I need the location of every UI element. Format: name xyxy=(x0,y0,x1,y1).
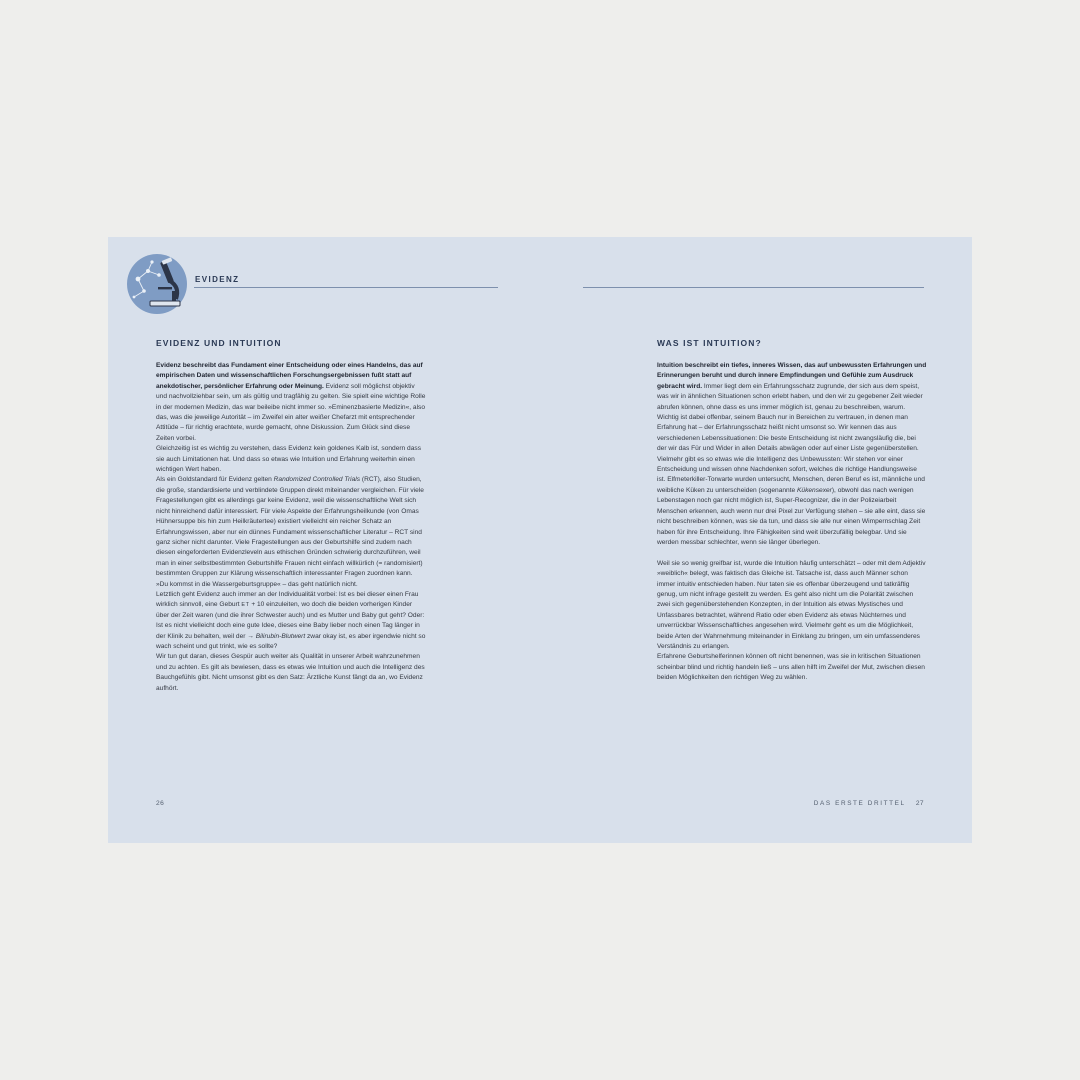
right-page xyxy=(540,237,972,843)
paragraph xyxy=(156,475,426,589)
paragraph-text: Als ein Goldstandard für Evidenz gelten xyxy=(156,476,274,484)
lead-text: Intuition beschreibt ein tiefes, inneres Wissen, das auf unbewussten Erfahrungen und Erinnerungen beruht und durch innere Empfindungen und Gefühle zum Ausdruck gebracht wird. xyxy=(657,362,927,390)
lead-text: Evidenz beschreibt das Fundament einer Entscheidung oder eines Handelns, das auf empirischen Daten und wissenschaftlichen Forschungsergebnissen fußt statt auf anekdotischer, persönlicher Erfahrung oder Meinung. xyxy=(156,362,423,390)
microscope-emblem-icon xyxy=(126,253,188,315)
right-heading: WAS IST INTUITION? xyxy=(657,338,762,348)
paragraph-text: ), obwohl das nach wenigen Lebenstagen noch gar nicht möglich ist, Super-Recognizer, die in der Polizeiarbeit Menschen erkennen, auch wenn nur drei Pixel zur Verfügung stehen – sie alle eint, dass sie nicht beschreiben können, was sie da tun, und dass sie alle nur einen Wimpernschlag Zeit haben für ihre Entscheidung. Ihre Fähigkeiten sind weit überzufällig belegbar. Und sie werden messbar schlechter, wenn sie länger überlegen. xyxy=(657,486,926,546)
right-body-text xyxy=(657,361,927,684)
page-number-left: 26 xyxy=(156,800,165,807)
paragraph: Gleichzeitig ist es wichtig zu verstehen, dass Evidenz kein goldenes Kalb ist, sondern dass sie auch Limitationen hat. Und dass so etwas wie Intuition und Erfahrung weiterhin einen wichtigen Wert haben. xyxy=(156,445,421,474)
header-rule xyxy=(583,287,924,288)
paragraph-text: (RCT), also Studien, die große, standardisierte und verblindete Gruppen direkt miteinander vergleichen. Für viele Fragestellungen gibt es allerdings gar keine Evidenz, weil die wissenschaftliche Welt sich nicht hinreichend dafür interessiert. Für viele Aspekte der Erfahrungsheilkunde (von Omas Hühnersuppe bis hin zum Heilkräutertee) existiert vielleicht ein reicher Schatz an Erfahrungswissen, aber nur ein dünnes Fundament wissenschaftlicher Literatur – RCT sind ganz sicher nicht darunter. Viele Fragestellungen aus der Geburtshilfe sind zudem nach diesen eingeforderten Evidenzleveln aus ethischen Gründen schwierig durchzuführen, weil man in einer selbstbestimmten Geburtshilfe Frauen nicht einfach willkürlich (= randomisiert) bestimmten Gruppen zur Klärung wissenschaftlich interessanter Fragen zuordnen kann. »Du kommst in die Wassergeburtsgruppe« – das geht natürlich nicht. xyxy=(156,476,424,588)
abbreviation: ET xyxy=(241,602,250,609)
left-page xyxy=(108,237,540,843)
left-heading: EVIDENZ UND INTUITION xyxy=(156,338,282,348)
paragraph: Erfahrene Geburtshelferinnen können oft nicht benennen, was sie in kritischen Situationen scheinbar blind und richtig handeln ließ – uns allen hilft im Zweifel der Mut, zwischen diesen beiden Möglichkeiten den richtigen Weg zu wählen. xyxy=(657,653,925,682)
paragraph-text: Letztlich geht Evidenz auch immer an der Individualität vorbei: Ist es bei dieser einen Frau wirklich sinnvoll, eine Geburt xyxy=(156,590,419,609)
paragraph xyxy=(156,590,426,652)
left-body-text xyxy=(156,361,426,694)
section-label: EVIDENZ xyxy=(195,275,240,284)
paragraph: Wir tun gut daran, dieses Gespür auch weiter als Qualität in unserer Arbeit wahrzunehmen und zu achten. Es gilt als bewiesen, dass es etwas wie Intuition und auch die Intelligenz des Bauchgefühls gibt. Nicht umsonst gibt es den Satz: Ärztliche Kunst fängt da an, wo Evidenz aufhört. xyxy=(156,653,425,692)
running-head: DAS ERSTE DRITTEL xyxy=(813,800,906,807)
paragraph xyxy=(657,413,927,548)
page-number-right: 27 xyxy=(915,800,924,807)
paragraph: Weil sie so wenig greifbar ist, wurde die Intuition häufig unterschätzt – oder mit dem Adjektiv »weiblich« belegt, was faktisch das Gleiche ist. Tatsache ist, dass auch Männer schon immer intuitiv entschieden haben. Nur taten sie es offenbar überzeugend und tatkräftig genug, um nicht infrage gestellt zu werden. Es geht also nicht um die Polarität zwischen zwei sich gegenüberstehenden Konzepten, in der Intuition als etwas Mystisches und Unfassbares betrachtet, während Ratio oder eben Evidenz als etwas Nüchternes und unverrückbar Wissenschaftliches angesehen wird. Vielmehr geht es um die Möglichkeit, beide Arten der Wahrnehmung miteinander in Einklang zu bringen, um ein umfassenderes Verständnis zu erlangen. xyxy=(657,559,926,650)
paragraph-text: Evidenz soll möglichst objektiv und nachvollziehbar sein, um als gültig und tragfähig zu gelten. Sie spielt eine wichtige Rolle in der modernen Medizin, das war beileibe nicht immer so. »Eminenzbasierte Medizin«, also das, was die jeweilige Autorität – im Zweifel ein alter weißer Chefarzt mit entsprechender Attitüde – für richtig erachtete, wurde gemacht, ohne Diskussion. Zum Glück sind diese Zeiten vorbei. xyxy=(156,382,426,442)
paragraph xyxy=(156,361,426,444)
paragraph xyxy=(657,361,927,413)
paragraph-text: Wichtig ist dabei offenbar, seinem Bauch nur in Bereichen zu vertrauen, in denen man Erfahrung hat – der Erfahrungsschatz heißt nicht umsonst so. Wir kennen das aus verschiedenen Lebenssituationen: Die beste Entscheidung ist nicht zwangsläufig die, bei der wir das Für und Wider in allen Details abwägen oder auf einer Liste gegenüberstellen. Vielmehr gibt es so etwas wie die Intelligenz des Unbewussten: Wir stehen vor einer Entscheidung und wissen ohne Nachdenken sofort, welches die richtige Handlungsweise ist. Elfmeterkiller-Torwarte wurden untersucht, Menschen, deren Beruf es ist, männliche und weibliche Küken zu unterscheiden (sogenannte xyxy=(657,414,925,494)
cross-reference-link[interactable]: → Bilirubin-Blutwert xyxy=(247,632,306,640)
paragraph-text: zwar okay ist, es aber irgendwie nicht so wach scheint und gut trinkt, wie es sollte? xyxy=(156,632,426,650)
page-footer-right xyxy=(814,800,924,807)
header-rule xyxy=(194,287,498,288)
book-spread xyxy=(108,237,972,843)
paragraph-text: + 10 einzuleiten, wo doch die beiden vorherigen Kinder über der Zeit waren (und die ihrer Schwester auch) und es Mutter und Baby gut geht? Oder: Ist es nicht vielleicht doch eine gute Idee, dieses eine Baby lieber noch einen Tag länger in der Klinik zu behalten, weil der xyxy=(156,601,425,640)
italic-term: Kükensexer xyxy=(797,486,832,494)
italic-term: Randomized Controlled Trials xyxy=(273,476,361,484)
paragraph-text: Immer liegt dem ein Erfahrungsschatz zugrunde, der sich aus dem speist, was wir in ähnlichen Situationen schon erlebt haben, und den wir zu gegebener Zeit wieder abrufen können, ohne dass es uns immer möglich ist, genau zu beschreiben, warum. xyxy=(657,382,923,411)
